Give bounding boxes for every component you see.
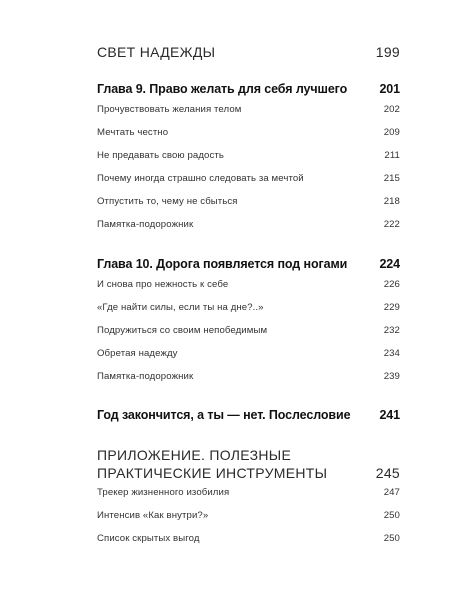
toc-entry-title: Глава 10. Дорога появляется под ногами	[97, 257, 348, 271]
toc-entry-title: И снова про нежность к себе	[97, 279, 229, 290]
toc-appendix-entry	[97, 446, 400, 482]
toc-entry-page: 250	[383, 510, 400, 521]
toc-entry-page: 201	[379, 82, 400, 96]
toc-entry-page: 245	[375, 465, 400, 481]
toc-entry-title: Интенсив «Как внутри?»	[97, 510, 209, 521]
toc-section-entry	[97, 510, 400, 521]
toc-entry-page: 229	[383, 302, 400, 313]
toc-entry-page: 222	[383, 219, 400, 230]
toc-section-entry	[97, 196, 400, 207]
toc-entry-title: Глава 9. Право желать для себя лучшего	[97, 82, 348, 96]
toc-entry-title: Прочувствовать желания телом	[97, 104, 242, 115]
toc-entry-page: 224	[379, 257, 400, 271]
toc-section-entry	[97, 150, 400, 161]
toc-chapter-entry	[97, 82, 400, 96]
toc-section-entry	[97, 279, 400, 290]
toc-entry-page: 250	[383, 533, 400, 544]
toc-entry-page: 226	[383, 279, 400, 290]
toc-entry-title: Мечтать честно	[97, 127, 169, 138]
toc-entry-title: Список скрытых выгод	[97, 533, 200, 544]
toc-part-entry	[97, 44, 400, 60]
toc-section-entry	[97, 371, 400, 382]
toc-entry-title: Подружиться со своим непобедимым	[97, 325, 268, 336]
toc-entry-page: 209	[383, 127, 400, 138]
toc-entry-title: Обретая надежду	[97, 348, 178, 359]
toc-afterword-entry	[97, 408, 400, 422]
toc-chapter-entry	[97, 257, 400, 271]
toc-entry-page: 211	[384, 150, 400, 161]
toc-entry-page: 234	[383, 348, 400, 359]
toc-entry-page: 199	[375, 44, 400, 60]
toc-entry-title: Почему иногда страшно следовать за мечтой	[97, 173, 304, 184]
toc-entry-title: Год закончится, а ты — нет. Послесловие	[97, 408, 351, 422]
toc-section-entry	[97, 533, 400, 544]
toc-entry-page: 239	[383, 371, 400, 382]
toc-section-entry	[97, 487, 400, 498]
toc-section-entry	[97, 173, 400, 184]
toc-section-entry	[97, 104, 400, 115]
toc-section-entry	[97, 325, 400, 336]
toc-entry-title: «Где найти силы, если ты на дне?..»	[97, 302, 264, 313]
toc-entry-title: Отпустить то, чему не сбыться	[97, 196, 238, 207]
toc-entry-title: ПРИЛОЖЕНИЕ. ПОЛЕЗНЫЕ ПРАКТИЧЕСКИЕ ИНСТРУМЕНТЫ	[97, 447, 328, 481]
toc-entry-title: Не предавать свою радость	[97, 150, 224, 161]
toc-entry-page: 202	[383, 104, 400, 115]
toc-entry-title: Памятка-подорожник	[97, 371, 194, 382]
toc-section-entry	[97, 348, 400, 359]
toc-entry-page: 247	[383, 487, 400, 498]
toc-entry-title: СВЕТ НАДЕЖДЫ	[97, 44, 216, 60]
toc-entry-title: Трекер жизненного изобилия	[97, 487, 230, 498]
toc-section-entry	[97, 127, 400, 138]
toc-entry-page: 232	[383, 325, 400, 336]
toc-entry-page: 215	[383, 173, 400, 184]
toc-entry-page: 218	[383, 196, 400, 207]
toc-section-entry	[97, 302, 400, 313]
toc-entry-title: Памятка-подорожник	[97, 219, 194, 230]
toc-entry-page: 241	[379, 408, 400, 422]
toc-section-entry	[97, 219, 400, 230]
